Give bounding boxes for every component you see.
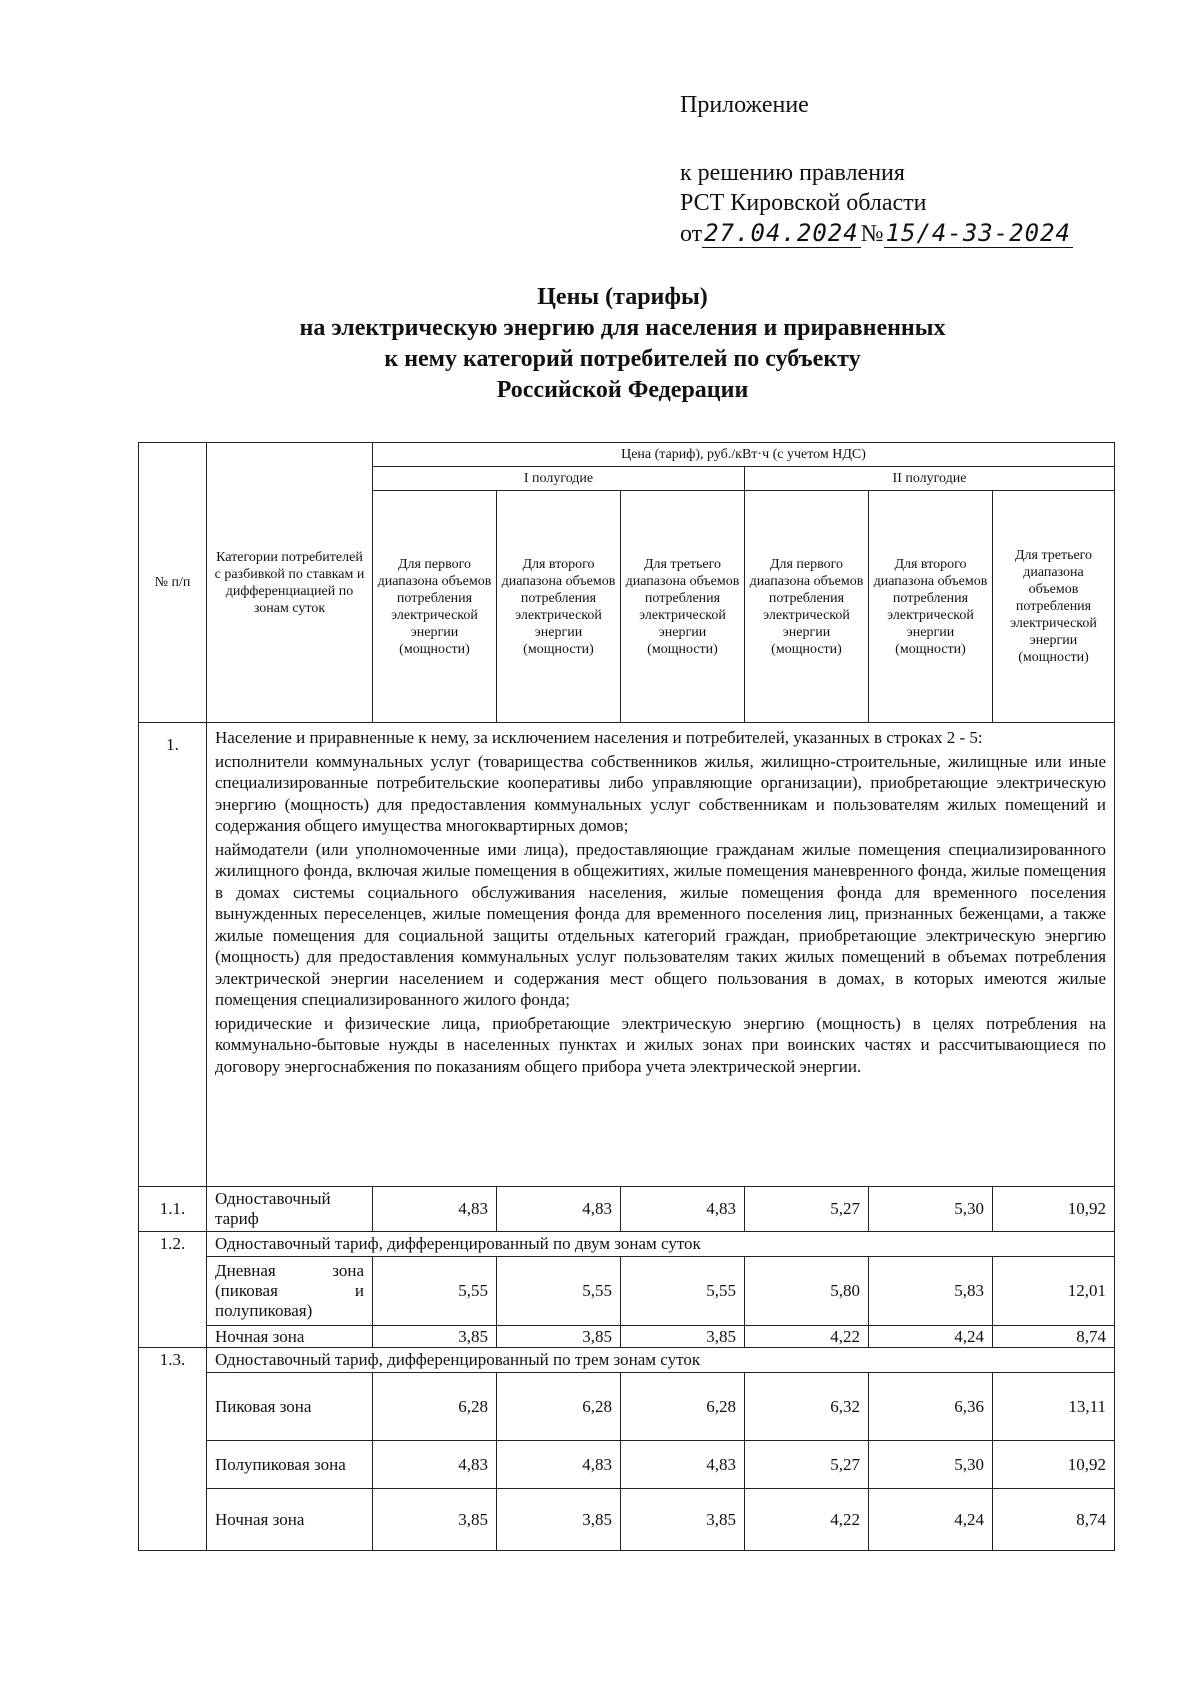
header-h2-range-3: Для третьего диапазона объемов потребления электрической энергии (мощности) [993, 491, 1115, 723]
reference-date-number [680, 218, 1073, 249]
header-h2-range-2: Для второго диапазона объемов потребления электрической энергии (мощности) [869, 491, 993, 723]
value-h1-r1: 5,55 [373, 1257, 497, 1326]
value-h1-r2: 4,83 [497, 1187, 621, 1232]
header-h1-range-2: Для второго диапазона объемов потребления электрической энергии (мощности) [497, 491, 621, 723]
header-h2-range-1: Для первого диапазона объемов потребления электрической энергии (мощности) [745, 491, 869, 723]
handwritten-number: 15/4-33-2024 [885, 219, 1071, 247]
row-label: Одноставочный тариф, дифференцированный по двум зонам суток [207, 1232, 1115, 1257]
row-num: 1.3. [139, 1348, 207, 1551]
title-line-3: к нему категорий потребителей по субъекту [384, 346, 861, 372]
header-row-price [139, 443, 1115, 467]
day-line-1: Дневная зона [215, 1261, 364, 1280]
section-num: 1. [139, 723, 207, 1187]
value-h2-r2: 6,36 [869, 1373, 993, 1441]
value-h1-r3: 3,85 [621, 1326, 745, 1348]
table-row-1-3-night [139, 1489, 1115, 1551]
value-h1-r1: 3,85 [373, 1489, 497, 1551]
value-h1-r2: 3,85 [497, 1489, 621, 1551]
value-h2-r2: 4,24 [869, 1326, 993, 1348]
section-description [207, 723, 1115, 1187]
row-label: Одноставочный тариф, дифференцированный по трем зонам суток [207, 1348, 1115, 1373]
value-h1-r1: 4,83 [373, 1441, 497, 1489]
table-row-1-1 [139, 1187, 1115, 1232]
section-paragraph-3: наймодатели (или уполномоченные ими лица), предоставляющие гражданам жилые помещения специализированного жилищного фонда, включая жилые помещения в общежитиях, жилые помещения маневренного фонда, жилые помещения в домах системы социального обслуживания населения, жилые помещения фонда для временного поселения вынужденных переселенцев, жилые помещения фонда для временного поселения лиц, признанных беженцами, а также жилые помещения для социальной защиты отдельных категорий граждан, приобретающие электрическую энергию (мощность) для предоставления коммунальных услуг пользователям таких жилых помещений в объемах потребления электрической энергии населением и содержания мест общего пользования в домах, в которых имеются жилые помещения специализированного жилого фонда; [215, 839, 1107, 1009]
row-label: Одноставочный тариф [207, 1187, 373, 1232]
value-h1-r3: 6,28 [621, 1373, 745, 1441]
table-row-1-2 [139, 1232, 1115, 1257]
value-h1-r3: 4,83 [621, 1187, 745, 1232]
date-prefix: от [680, 221, 703, 247]
header-h1-range-3: Для третьего диапазона объемов потребления электрической энергии (мощности) [621, 491, 745, 723]
value-h2-r1: 4,22 [745, 1326, 869, 1348]
value-h2-r3: 13,11 [993, 1373, 1115, 1441]
title-line-4: Российской Федерации [496, 377, 749, 403]
value-h2-r1: 5,27 [745, 1441, 869, 1489]
document-title [0, 282, 1200, 406]
value-h2-r3: 12,01 [993, 1257, 1115, 1326]
section-paragraph-4: юридические и физические лица, приобретающие электрическую энергию (мощность) в целях потребления на коммунально-бытовые нужды в населенных пунктах и жилых зонах при воинских частях и рассчитывающиеся по договору энергоснабжения по показаниям общего прибора учета электрической энергии. [215, 1013, 1107, 1076]
value-h1-r2: 5,55 [497, 1257, 621, 1326]
value-h1-r2: 4,83 [497, 1441, 621, 1489]
reference-line-1: к решению правления [680, 160, 905, 186]
section-paragraph-1: Население и приравненные к нему, за исключением населения и потребителей, указанных в строках 2 - 5: [215, 728, 983, 747]
appendix-label: Приложение [680, 92, 809, 118]
value-h1-r3: 4,83 [621, 1441, 745, 1489]
header-half-1: I полугодие [373, 467, 745, 491]
value-h2-r1: 5,80 [745, 1257, 869, 1326]
reference-line-2: РСТ Кировской области [680, 190, 927, 216]
title-line-2: на электрическую энергию для населения и приравненных [299, 315, 946, 341]
table-row-1-3 [139, 1348, 1115, 1373]
decision-reference [680, 158, 1073, 249]
row-label-night: Ночная зона [207, 1489, 373, 1551]
tariff-table [138, 442, 1115, 1551]
header-half-2: II полугодие [745, 467, 1115, 491]
table-row-1-3-semipeak [139, 1441, 1115, 1489]
value-h2-r1: 5,27 [745, 1187, 869, 1232]
handwritten-date: 27.04.2024 [704, 219, 859, 247]
table-row-1-2-day [139, 1257, 1115, 1326]
header-price: Цена (тариф), руб./кВт·ч (с учетом НДС) [373, 443, 1115, 467]
value-h1-r3: 5,55 [621, 1257, 745, 1326]
value-h1-r1: 4,83 [373, 1187, 497, 1232]
value-h2-r1: 4,22 [745, 1489, 869, 1551]
row-label-peak: Пиковая зона [207, 1373, 373, 1441]
section-paragraph-2: исполнители коммунальных услуг (товарищества собственников жилья, жилищно-строительные, жилищные или иные специализированные потребительские кооперативы либо управляющие организации), приобретающие электрическую энергию (мощность) для предоставления коммунальных услуг собственникам и пользователям жилых помещений и содержания общего имущества многоквартирных домов; [215, 751, 1107, 835]
row-num: 1.1. [139, 1187, 207, 1232]
header-h1-range-1: Для первого диапазона объемов потребления электрической энергии (мощности) [373, 491, 497, 723]
value-h2-r2: 5,30 [869, 1441, 993, 1489]
value-h2-r2: 5,83 [869, 1257, 993, 1326]
value-h2-r3: 8,74 [993, 1489, 1115, 1551]
value-h1-r1: 3,85 [373, 1326, 497, 1348]
value-h2-r1: 6,32 [745, 1373, 869, 1441]
value-h2-r2: 4,24 [869, 1489, 993, 1551]
value-h2-r3: 10,92 [993, 1187, 1115, 1232]
title-line-1: Цены (тарифы) [537, 284, 708, 310]
row-label-night: Ночная зона [207, 1326, 373, 1348]
header-category: Категории потребителей с разбивкой по ставкам и дифференциацией по зонам суток [207, 443, 373, 723]
header-num: № п/п [139, 443, 207, 723]
section-row-1 [139, 723, 1115, 1187]
row-num: 1.2. [139, 1232, 207, 1348]
number-prefix: № [860, 221, 884, 247]
table-row-1-2-night [139, 1326, 1115, 1348]
value-h1-r1: 6,28 [373, 1373, 497, 1441]
value-h2-r3: 8,74 [993, 1326, 1115, 1348]
value-h2-r2: 5,30 [869, 1187, 993, 1232]
day-line-2: (пиковая и [215, 1281, 364, 1300]
table-row-1-3-peak [139, 1373, 1115, 1441]
day-line-3: полупиковая) [215, 1301, 313, 1320]
row-label-semipeak: Полупиковая зона [207, 1441, 373, 1489]
value-h1-r2: 6,28 [497, 1373, 621, 1441]
value-h2-r3: 10,92 [993, 1441, 1115, 1489]
value-h1-r3: 3,85 [621, 1489, 745, 1551]
value-h1-r2: 3,85 [497, 1326, 621, 1348]
row-label-day [207, 1257, 373, 1326]
